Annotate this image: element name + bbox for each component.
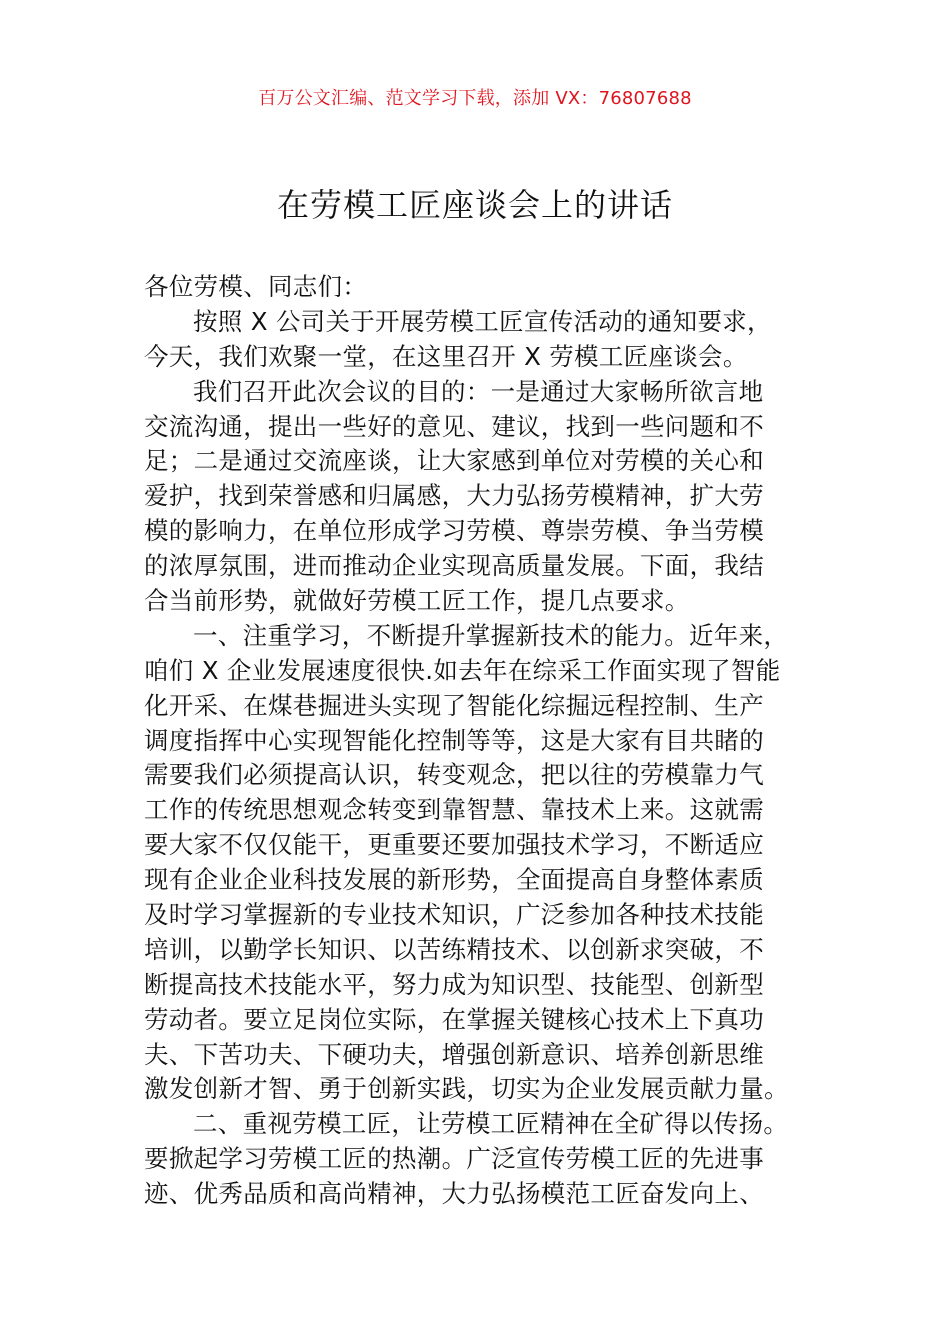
- text-line: 需要我们必须提高认识，转变观念，把以往的劳模靠力气: [144, 760, 764, 790]
- text-line: 迹、优秀品质和高尚精神，大力弘扬模范工匠奋发向上、: [144, 1179, 764, 1209]
- download-banner: 百万公文汇编、范文学习下载，添加 VX：76807688: [258, 88, 692, 109]
- text-line: 各位劳模、同志们：: [144, 272, 368, 301]
- text-line: 模的影响力，在单位形成学习劳模、尊崇劳模、争当劳模: [144, 516, 764, 546]
- text-line: 夫、下苦功夫、下硬功夫，增强创新意识、培养创新思维: [144, 1039, 764, 1069]
- text-line: 的浓厚氛围，进而推动企业实现高质量发展。下面，我结: [144, 551, 764, 581]
- text-line: 培训，以勤学长知识、以苦练精技术、以创新求突破，不: [144, 934, 764, 964]
- text-line: 要大家不仅仅能干，更重要还要加强技术学习，不断适应: [144, 830, 764, 860]
- text-line: 咱们 X 企业发展速度很快.如去年在综采工作面实现了智能: [144, 655, 781, 685]
- text-line: 按照 X 公司关于开展劳模工匠宣传活动的通知要求，: [193, 306, 772, 336]
- text-line: 及时学习掌握新的专业技术知识，广泛参加各种技术技能: [144, 900, 764, 930]
- text-line: 化开采、在煤巷掘进头实现了智能化综掘远程控制、生产: [144, 690, 764, 720]
- text-line: 激发创新才智、勇于创新实践，切实为企业发展贡献力量。: [144, 1074, 789, 1104]
- text-line: 足；二是通过交流座谈，让大家感到单位对劳模的关心和: [144, 446, 764, 476]
- document-body: [144, 270, 834, 1212]
- document-title: 在劳模工匠座谈会上的讲话: [276, 186, 673, 224]
- text-line: 要掀起学习劳模工匠的热潮。广泛宣传劳模工匠的先进事: [144, 1144, 764, 1174]
- text-line: 断提高技术技能水平，努力成为知识型、技能型、创新型: [144, 969, 764, 999]
- text-line: 二、重视劳模工匠，让劳模工匠精神在全矿得以传扬。: [193, 1109, 789, 1139]
- text-line: 交流沟通，提出一些好的意见、建议，找到一些问题和不: [144, 411, 764, 441]
- text-line: 今天，我们欢聚一堂，在这里召开 X 劳模工匠座谈会。: [144, 341, 748, 371]
- text-line: 合当前形势，就做好劳模工匠工作，提几点要求。: [144, 586, 690, 616]
- text-line: 一、注重学习，不断提升掌握新技术的能力。近年来，: [193, 620, 789, 650]
- text-line: 调度指挥中心实现智能化控制等等，这是大家有目共睹的: [144, 725, 764, 755]
- text-line: 工作的传统思想观念转变到靠智慧、靠技术上来。这就需: [144, 795, 764, 825]
- text-line: 我们召开此次会议的目的：一是通过大家畅所欲言地: [193, 376, 764, 406]
- text-line: 现有企业企业科技发展的新形势，全面提高自身整体素质: [144, 865, 764, 895]
- text-line: 劳动者。要立足岗位实际，在掌握关键核心技术上下真功: [144, 1004, 764, 1034]
- text-line: 爱护，找到荣誉感和归属感，大力弘扬劳模精神，扩大劳: [144, 481, 764, 511]
